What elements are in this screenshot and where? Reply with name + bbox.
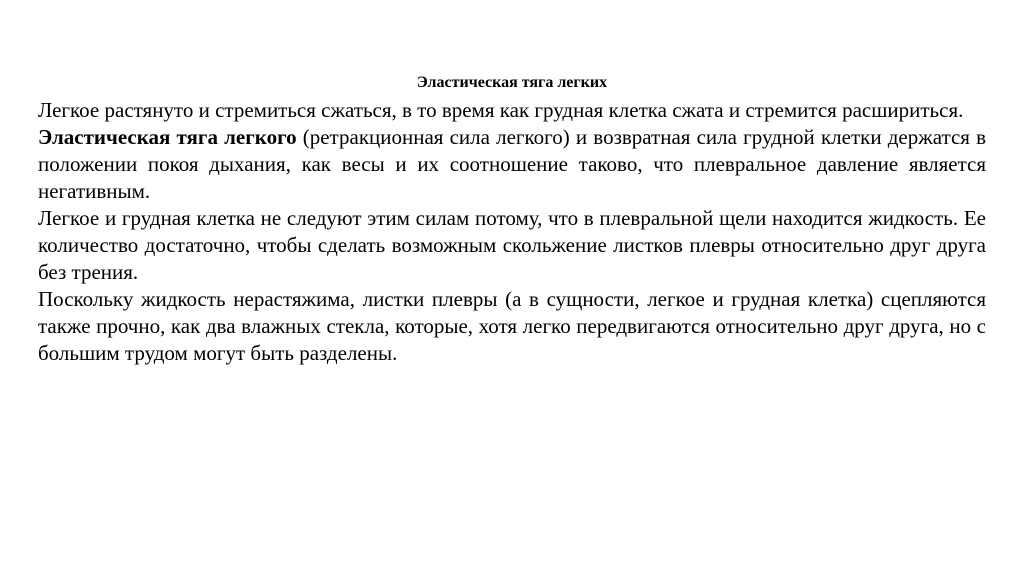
slide-title: Эластическая тяга легких bbox=[416, 74, 608, 91]
paragraph-3: Легкое и грудная клетка не следуют этим силам потому, что в плевральной щели находится жидкость. Ее количество достаточно, чтобы сделать возможным скольжение листков плевры относительно друг друга без трения. bbox=[38, 206, 986, 284]
paragraph-2-bold-term: Эластическая тяга легкого bbox=[38, 125, 297, 149]
paragraph-4: Поскольку жидкость нерастяжима, листки плевры (а в сущности, легкое и грудная клетка) сцепляются также прочно, как два влажных стекла, которые, хотя легко передвигаются относительно друг друга, но с большим трудом могут быть разделены. bbox=[38, 287, 986, 365]
slide-body bbox=[38, 97, 986, 367]
paragraph-1: Легкое растянуто и стремиться сжаться, в то время как грудная клетка сжата и стремится расшириться. bbox=[38, 98, 964, 122]
paragraph-2 bbox=[38, 124, 986, 205]
paragraph-2-text: (ретракционная сила легкого) и возвратная сила грудной клетки держатся в положении покоя дыхания, как весы и их соотношение таково, что плевральное давление является негативным. bbox=[38, 125, 986, 203]
